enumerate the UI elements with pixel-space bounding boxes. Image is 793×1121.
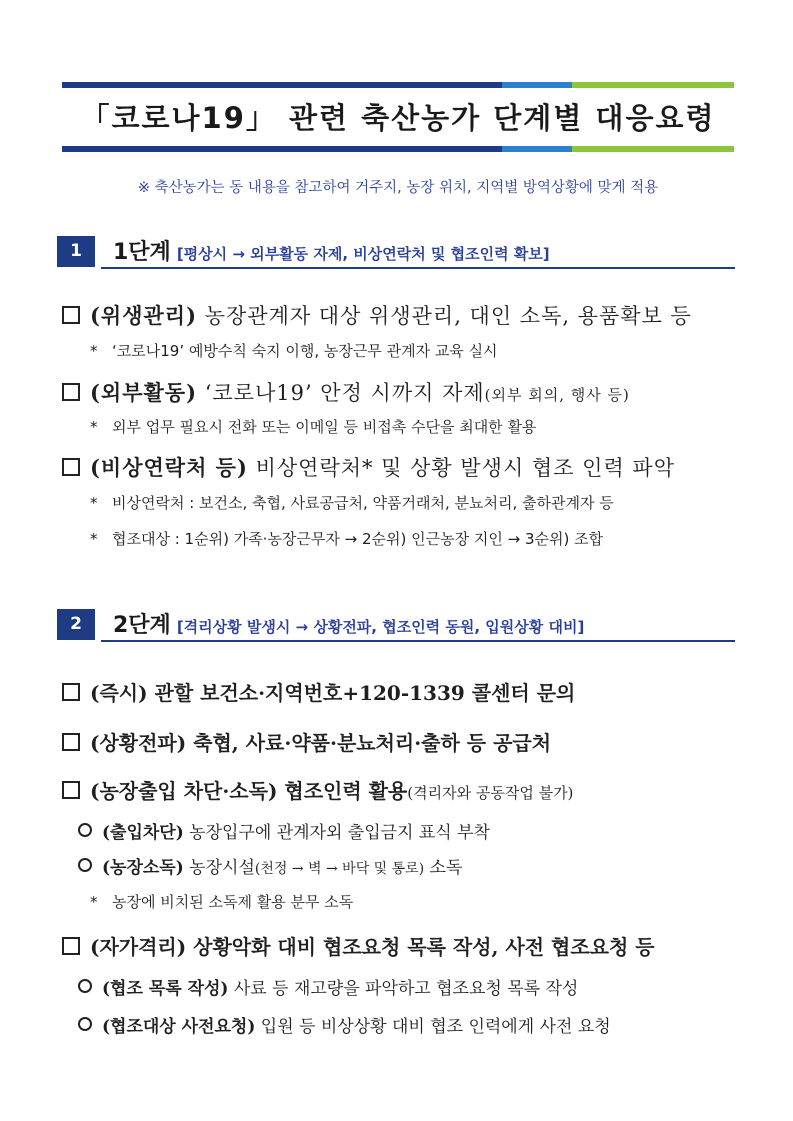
asterisk-icon: * xyxy=(90,893,98,911)
item-immediate xyxy=(62,677,575,706)
item-text: (즉시) 관할 보건소·지역번호+120-1339 콜센터 문의 xyxy=(90,681,576,705)
item-text: 농장시설 xyxy=(183,858,255,878)
circle-bullet-icon xyxy=(78,858,92,872)
item-text: 농장입구에 관계자외 출입금지 표식 부착 xyxy=(183,823,490,843)
item-head: (비상연락처 등) xyxy=(90,455,248,480)
asterisk-icon: * xyxy=(90,530,98,548)
checkbox-square-icon xyxy=(62,733,80,751)
item-text: 입원 등 비상상황 대비 협조 인력에게 사전 요청 xyxy=(255,1017,611,1037)
checkbox-square-icon xyxy=(62,383,80,401)
item-small: (격리자와 공동작업 불가) xyxy=(407,784,574,802)
asterisk-icon: * xyxy=(90,418,98,436)
sub-item-entry-block xyxy=(78,818,490,843)
section-underline xyxy=(101,267,735,269)
note-outdoor xyxy=(90,416,536,437)
note-spray xyxy=(90,891,353,912)
note-hygiene xyxy=(90,340,498,361)
item-spread xyxy=(62,727,551,756)
item-head: (농장소독) xyxy=(102,858,184,878)
title-top-bar xyxy=(62,82,734,88)
note-text: 농장에 비치된 소독제 활용 분무 소독 xyxy=(112,893,354,911)
stage-heading xyxy=(113,608,584,639)
circle-bullet-icon xyxy=(78,1017,92,1031)
note-text: 외부 업무 필요시 전화 또는 이메일 등 비접촉 수단을 최대한 활용 xyxy=(112,418,537,436)
asterisk-icon: * xyxy=(90,494,98,512)
application-note: ※ 축산농가는 동 내용을 참고하여 거주지, 농장 위치, 지역별 방역상황에 맞게 적용 xyxy=(137,180,659,196)
item-tail: 소독 xyxy=(424,858,463,878)
item-small: (천정 → 벽 → 바닥 및 통로) xyxy=(254,861,425,877)
checkbox-square-icon xyxy=(62,683,80,701)
note-text: ‘코로나19’ 예방수칙 숙지 이행, 농장근무 관계자 교육 실시 xyxy=(112,342,498,360)
circle-bullet-icon xyxy=(78,823,92,837)
item-text: 사료 등 재고량을 파악하고 협조요청 목록 작성 xyxy=(228,979,579,999)
sub-item-disinfection xyxy=(78,853,462,878)
section-number: 1 xyxy=(57,236,95,267)
sub-item-list xyxy=(78,974,578,999)
item-hygiene xyxy=(62,300,692,330)
stage-label: 2단계 xyxy=(113,613,171,638)
item-small: (외부 회의, 행사 등) xyxy=(484,386,630,404)
section-number: 2 xyxy=(57,609,95,640)
item-text: 농장관계자 대상 위생관리, 대인 소독, 용품확보 등 xyxy=(197,304,692,328)
asterisk-icon: * xyxy=(90,342,98,360)
section-2-header xyxy=(57,609,735,643)
item-text: (자가격리) 상황악화 대비 협조요청 목록 작성, 사전 협조요청 등 xyxy=(90,935,655,959)
note-contacts xyxy=(90,492,614,513)
item-head: (농장출입 차단·소독) 협조인력 활용 xyxy=(90,779,408,803)
page-title: 「코로나19」 관련 축산농가 단계별 대응요령 xyxy=(80,101,716,135)
note-text: 비상연락처 : 보건소, 축협, 사료공급처, 약품거래처, 분뇨처리, 출하관계자 등 xyxy=(112,494,614,512)
item-self-isolation xyxy=(62,931,655,960)
stage-subtitle: [평상시 → 외부활동 자제, 비상연락처 및 협조인력 확보] xyxy=(176,245,550,263)
item-text: ‘코로나19’ 안정 시까지 자제 xyxy=(197,381,485,405)
section-1-header xyxy=(57,236,735,270)
note-text: 협조대상 : 1순위) 가족·농장근무자 → 2순위) 인근농장 지인 → 3순위) 조합 xyxy=(112,530,604,548)
title-bottom-bar xyxy=(62,146,734,152)
item-head: (협조대상 사전요청) xyxy=(102,1017,256,1037)
item-head: (위생관리) xyxy=(90,303,198,328)
stage-subtitle: [격리상황 발생시 → 상황전파, 협조인력 동원, 입원상황 대비] xyxy=(176,618,585,636)
checkbox-square-icon xyxy=(62,937,80,955)
item-emergency xyxy=(62,452,675,482)
stage-heading xyxy=(113,235,550,266)
item-outdoor xyxy=(62,377,630,407)
note-cooperation xyxy=(90,528,603,549)
sub-item-pre-request xyxy=(78,1012,611,1037)
stage-label: 1단계 xyxy=(113,240,171,265)
circle-bullet-icon xyxy=(78,979,92,993)
checkbox-square-icon xyxy=(62,458,80,476)
item-text: (상황전파) 축협, 사료·약품·분뇨처리·출하 등 공급처 xyxy=(90,731,552,755)
item-head: (협조 목록 작성) xyxy=(102,979,229,999)
item-head: (외부활동) xyxy=(90,380,198,405)
checkbox-square-icon xyxy=(62,306,80,324)
item-access-control xyxy=(62,775,573,804)
checkbox-square-icon xyxy=(62,781,80,799)
item-head: (출입차단) xyxy=(102,823,184,843)
item-text: 비상연락처* 및 상황 발생시 협조 인력 파악 xyxy=(247,456,675,480)
section-underline xyxy=(101,640,735,642)
